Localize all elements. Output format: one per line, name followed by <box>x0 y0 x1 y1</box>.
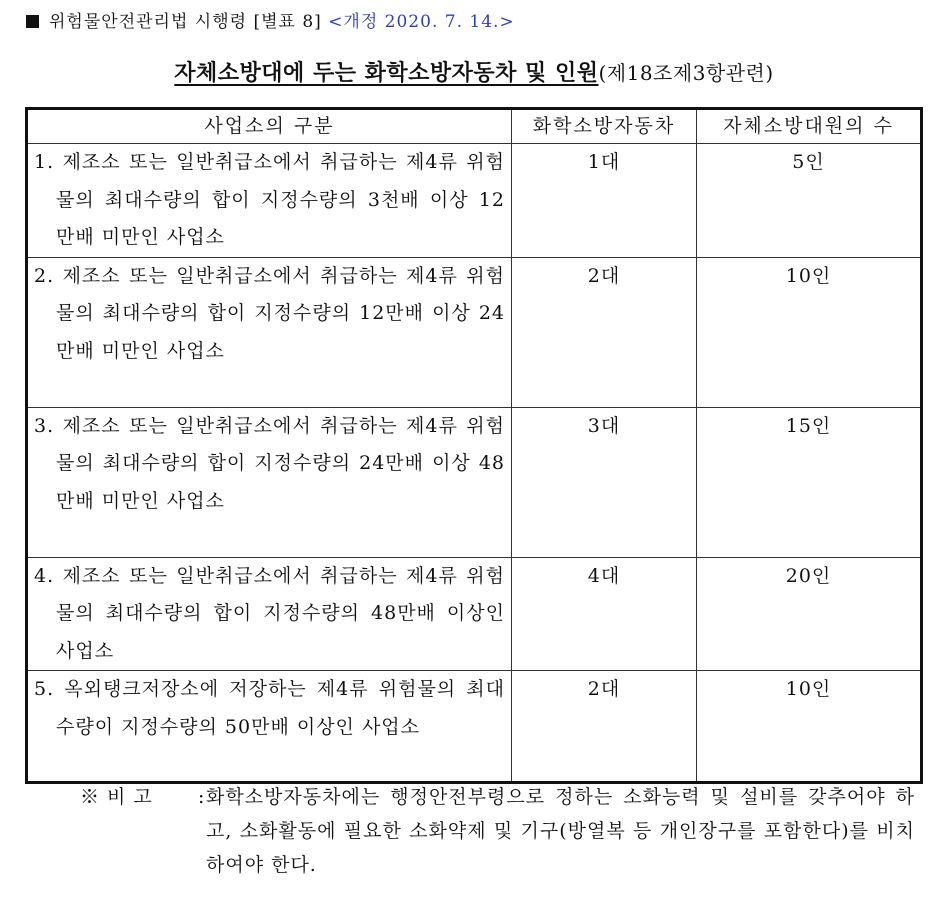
table-row <box>27 257 922 407</box>
members-cell: 5인 <box>697 144 922 258</box>
category-text: 2. 제조소 또는 일반취급소에서 취급하는 제4류 위험물의 최대수량의 합이 지정수량의 12만배 이상 24만배 미만인 사업소 <box>34 264 505 362</box>
header-vehicles: 화학소방자동차 <box>512 109 697 144</box>
members-cell: 10인 <box>697 671 922 783</box>
category-cell <box>27 557 512 671</box>
members-cell: 15인 <box>697 407 922 557</box>
law-reference: 위험물안전관리법 시행령 [별표 8] <box>49 12 322 32</box>
table-row <box>27 144 922 258</box>
header-members: 자체소방대원의 수 <box>697 109 922 144</box>
vehicles-cell: 2대 <box>512 671 697 783</box>
header-category: 사업소의 구분 <box>27 109 512 144</box>
vehicles-cell: 2대 <box>512 257 697 407</box>
category-cell <box>27 407 512 557</box>
category-cell <box>27 671 512 783</box>
table-row <box>27 557 922 671</box>
title-main: 자체소방대에 두는 화학소방자동차 및 인원 <box>174 61 599 86</box>
table-row <box>27 671 922 783</box>
title-sub: (제18조제3항관련) <box>598 61 774 85</box>
vehicles-cell: 3대 <box>512 407 697 557</box>
black-square-icon <box>26 15 39 28</box>
members-cell: 20인 <box>697 557 922 671</box>
remark-label: ※ 비 고 <box>80 786 153 808</box>
fire-brigade-table <box>25 107 923 784</box>
category-text: 3. 제조소 또는 일반취급소에서 취급하는 제4류 위험물의 최대수량의 합이 지정수량의 24만배 이상 48만배 미만인 사업소 <box>34 414 505 512</box>
members-cell: 10인 <box>697 257 922 407</box>
category-text: 1. 제조소 또는 일반취급소에서 취급하는 제4류 위험물의 최대수량의 합이 지정수량의 3천배 이상 12만배 미만인 사업소 <box>34 151 505 248</box>
remark-note <box>80 780 915 882</box>
table-header-row <box>27 109 922 144</box>
vehicles-cell: 1대 <box>512 144 697 258</box>
category-text: 4. 제조소 또는 일반취급소에서 취급하는 제4류 위험물의 최대수량의 합이 지정수량의 48만배 이상인 사업소 <box>34 564 505 662</box>
table-row <box>27 407 922 557</box>
vehicles-cell: 4대 <box>512 557 697 671</box>
category-cell <box>27 257 512 407</box>
document-title <box>0 56 948 87</box>
category-text: 5. 옥외탱크저장소에 저장하는 제4류 위험물의 최대수량이 지정수량의 50만배 이상인 사업소 <box>34 678 505 738</box>
category-cell <box>27 144 512 258</box>
remark-text: 화학소방자동차에는 행정안전부령으로 정하는 소화능력 및 설비를 갖추어야 하고, 소화활동에 필요한 소화약제 및 기구(방열복 등 개인장구를 포함한다)를 비치하여야 한다. <box>206 786 915 876</box>
remark-colon: : <box>198 786 206 808</box>
amendment-date: <개정 2020. 7. 14.> <box>328 12 515 32</box>
document-header <box>26 10 515 34</box>
